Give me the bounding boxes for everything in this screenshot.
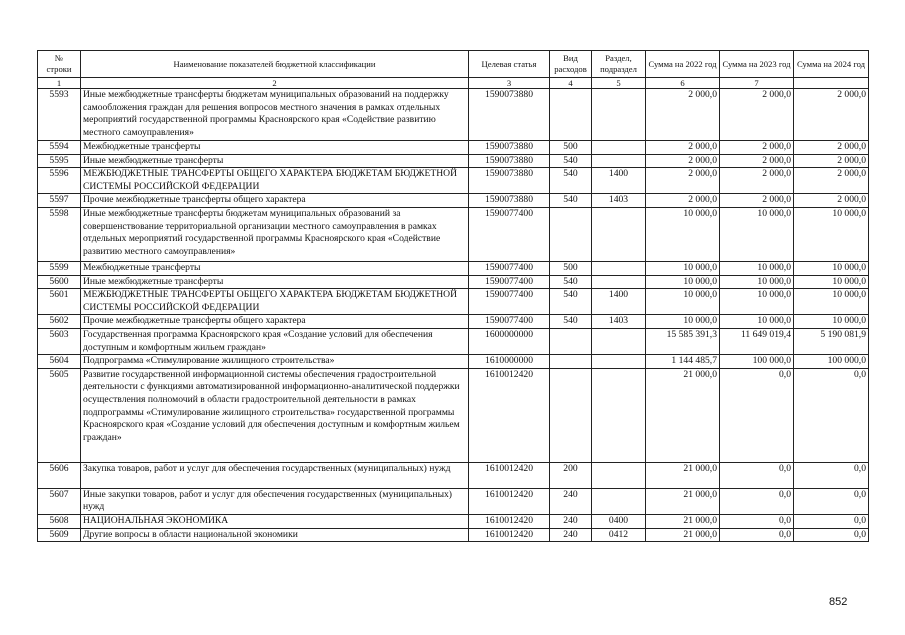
table-row <box>38 89 869 141</box>
section-subsection: 1400 <box>592 289 646 315</box>
row-number: 5594 <box>38 141 81 155</box>
column-number: 5 <box>592 78 646 89</box>
section-subsection <box>592 488 646 514</box>
expense-type: 540 <box>550 154 592 168</box>
section-subsection: 1400 <box>592 168 646 194</box>
table-row <box>38 514 869 528</box>
indicator-name: НАЦИОНАЛЬНАЯ ЭКОНОМИКА <box>81 514 469 528</box>
sum-2024: 10 000,0 <box>794 261 869 275</box>
expense-type: 500 <box>550 141 592 155</box>
indicator-name: МЕЖБЮДЖЕТНЫЕ ТРАНСФЕРТЫ ОБЩЕГО ХАРАКТЕРА БЮДЖЕТАМ БЮДЖЕТНОЙ СИСТЕМЫ РОССИЙСКОЙ ФЕДЕРАЦИИ <box>81 289 469 315</box>
expense-type: 540 <box>550 315 592 329</box>
row-number: 5608 <box>38 514 81 528</box>
row-number: 5609 <box>38 528 81 542</box>
table-row <box>38 194 869 208</box>
column-number: 7 <box>720 78 794 89</box>
indicator-name: Межбюджетные трансферты <box>81 261 469 275</box>
table-row <box>38 168 869 194</box>
expense-type <box>550 207 592 261</box>
column-numbers-row <box>38 78 869 89</box>
expense-type: 240 <box>550 488 592 514</box>
column-number: 3 <box>469 78 550 89</box>
target-article: 1610012420 <box>469 368 550 462</box>
sum-2022: 21 000,0 <box>646 368 720 462</box>
header-name: Наименование показателей бюджетной классификации <box>81 51 469 78</box>
indicator-name: Государственная программа Красноярского края «Создание условий для обеспечения доступным и комфортным жильем граждан» <box>81 328 469 354</box>
sum-2023: 2 000,0 <box>720 89 794 141</box>
page-number: 852 <box>829 596 848 608</box>
section-subsection <box>592 328 646 354</box>
table-row <box>38 207 869 261</box>
expense-type: 500 <box>550 261 592 275</box>
sum-2023: 0,0 <box>720 528 794 542</box>
table-row <box>38 328 869 354</box>
target-article: 1590077400 <box>469 289 550 315</box>
sum-2024: 100 000,0 <box>794 355 869 369</box>
target-article: 1590077400 <box>469 207 550 261</box>
indicator-name: Другие вопросы в области национальной экономики <box>81 528 469 542</box>
sum-2023: 10 000,0 <box>720 275 794 289</box>
header-row-no: № строки <box>38 51 81 78</box>
sum-2023: 2 000,0 <box>720 168 794 194</box>
row-number: 5595 <box>38 154 81 168</box>
table-row <box>38 528 869 542</box>
target-article: 1610000000 <box>469 355 550 369</box>
sum-2024: 5 190 081,9 <box>794 328 869 354</box>
header-target: Целевая статья <box>469 51 550 78</box>
column-number <box>794 78 869 89</box>
row-number: 5607 <box>38 488 81 514</box>
sum-2022: 21 000,0 <box>646 514 720 528</box>
sum-2022: 15 585 391,3 <box>646 328 720 354</box>
expense-type <box>550 368 592 462</box>
header-sum-2024: Сумма на 2024 год <box>794 51 869 78</box>
indicator-name: Иные межбюджетные трансферты бюджетам муниципальных образований на поддержку самообложения граждан для решения вопросов местного значения в рамках отдельных мероприятий государственной программы Красноярского края «Содействие развитию местного самоуправления» <box>81 89 469 141</box>
sum-2023: 10 000,0 <box>720 261 794 275</box>
column-number: 4 <box>550 78 592 89</box>
row-number: 5600 <box>38 275 81 289</box>
target-article: 1590073880 <box>469 168 550 194</box>
row-number: 5602 <box>38 315 81 329</box>
target-article: 1590073880 <box>469 141 550 155</box>
row-number: 5599 <box>38 261 81 275</box>
sum-2023: 0,0 <box>720 368 794 462</box>
expense-type <box>550 89 592 141</box>
expense-type: 540 <box>550 194 592 208</box>
sum-2024: 0,0 <box>794 368 869 462</box>
section-subsection <box>592 207 646 261</box>
target-article: 1610012420 <box>469 514 550 528</box>
table-body <box>38 78 869 542</box>
sum-2022: 10 000,0 <box>646 261 720 275</box>
column-number: 1 <box>38 78 81 89</box>
indicator-name: МЕЖБЮДЖЕТНЫЕ ТРАНСФЕРТЫ ОБЩЕГО ХАРАКТЕРА БЮДЖЕТАМ БЮДЖЕТНОЙ СИСТЕМЫ РОССИЙСКОЙ ФЕДЕРАЦИИ <box>81 168 469 194</box>
target-article: 1600000000 <box>469 328 550 354</box>
section-subsection <box>592 261 646 275</box>
sum-2024: 0,0 <box>794 514 869 528</box>
sum-2024: 2 000,0 <box>794 154 869 168</box>
indicator-name: Прочие межбюджетные трансферты общего характера <box>81 194 469 208</box>
indicator-name: Прочие межбюджетные трансферты общего характера <box>81 315 469 329</box>
sum-2022: 2 000,0 <box>646 89 720 141</box>
sum-2022: 2 000,0 <box>646 168 720 194</box>
table-row <box>38 355 869 369</box>
sum-2022: 21 000,0 <box>646 528 720 542</box>
row-number: 5596 <box>38 168 81 194</box>
sum-2022: 10 000,0 <box>646 207 720 261</box>
header-sum-2023: Сумма на 2023 год <box>720 51 794 78</box>
sum-2023: 11 649 019,4 <box>720 328 794 354</box>
table-row <box>38 154 869 168</box>
section-subsection <box>592 89 646 141</box>
expense-type: 240 <box>550 528 592 542</box>
target-article: 1590077400 <box>469 261 550 275</box>
sum-2022: 21 000,0 <box>646 488 720 514</box>
section-subsection <box>592 275 646 289</box>
section-subsection: 0400 <box>592 514 646 528</box>
sum-2023: 0,0 <box>720 462 794 488</box>
expense-type <box>550 328 592 354</box>
indicator-name: Иные закупки товаров, работ и услуг для обеспечения государственных (муниципальных) нужд <box>81 488 469 514</box>
sum-2024: 10 000,0 <box>794 289 869 315</box>
row-number: 5593 <box>38 89 81 141</box>
section-subsection <box>592 462 646 488</box>
expense-type: 540 <box>550 275 592 289</box>
table-row <box>38 315 869 329</box>
row-number: 5603 <box>38 328 81 354</box>
sum-2024: 2 000,0 <box>794 89 869 141</box>
section-subsection <box>592 141 646 155</box>
sum-2024: 2 000,0 <box>794 141 869 155</box>
column-number: 6 <box>646 78 720 89</box>
sum-2023: 100 000,0 <box>720 355 794 369</box>
row-number: 5606 <box>38 462 81 488</box>
row-number: 5598 <box>38 207 81 261</box>
sum-2022: 10 000,0 <box>646 289 720 315</box>
target-article: 1610012420 <box>469 488 550 514</box>
indicator-name: Закупка товаров, работ и услуг для обеспечения государственных (муниципальных) нужд <box>81 462 469 488</box>
row-number: 5605 <box>38 368 81 462</box>
table-row <box>38 368 869 462</box>
table-row <box>38 141 869 155</box>
target-article: 1590073880 <box>469 154 550 168</box>
sum-2022: 2 000,0 <box>646 194 720 208</box>
sum-2022: 21 000,0 <box>646 462 720 488</box>
table-row <box>38 261 869 275</box>
indicator-name: Подпрограмма «Стимулирование жилищного строительства» <box>81 355 469 369</box>
sum-2024: 10 000,0 <box>794 315 869 329</box>
row-number: 5604 <box>38 355 81 369</box>
sum-2023: 10 000,0 <box>720 289 794 315</box>
sum-2023: 2 000,0 <box>720 154 794 168</box>
sum-2023: 10 000,0 <box>720 207 794 261</box>
indicator-name: Межбюджетные трансферты <box>81 141 469 155</box>
target-article: 1590077400 <box>469 275 550 289</box>
sum-2023: 10 000,0 <box>720 315 794 329</box>
indicator-name: Иные межбюджетные трансферты бюджетам муниципальных образований за совершенствование территориальной организации местного самоуправления в рамках отдельных мероприятий государственной программы Красноярского края «Содействие развитию местного самоуправления» <box>81 207 469 261</box>
section-subsection: 0412 <box>592 528 646 542</box>
sum-2023: 2 000,0 <box>720 141 794 155</box>
expense-type: 200 <box>550 462 592 488</box>
sum-2023: 2 000,0 <box>720 194 794 208</box>
sum-2024: 10 000,0 <box>794 207 869 261</box>
sum-2024: 2 000,0 <box>794 168 869 194</box>
table-row <box>38 488 869 514</box>
section-subsection <box>592 355 646 369</box>
expense-type <box>550 355 592 369</box>
header-expense-type: Вид расходов <box>550 51 592 78</box>
sum-2022: 2 000,0 <box>646 141 720 155</box>
table-row <box>38 289 869 315</box>
table-row <box>38 275 869 289</box>
sum-2022: 1 144 485,7 <box>646 355 720 369</box>
sum-2024: 0,0 <box>794 462 869 488</box>
sum-2022: 2 000,0 <box>646 154 720 168</box>
sum-2024: 2 000,0 <box>794 194 869 208</box>
sum-2022: 10 000,0 <box>646 275 720 289</box>
expense-type: 540 <box>550 289 592 315</box>
sum-2024: 0,0 <box>794 528 869 542</box>
target-article: 1610012420 <box>469 528 550 542</box>
target-article: 1610012420 <box>469 462 550 488</box>
sum-2024: 10 000,0 <box>794 275 869 289</box>
column-number: 2 <box>81 78 469 89</box>
sum-2022: 10 000,0 <box>646 315 720 329</box>
section-subsection <box>592 368 646 462</box>
sum-2024: 0,0 <box>794 488 869 514</box>
section-subsection <box>592 154 646 168</box>
sum-2023: 0,0 <box>720 488 794 514</box>
sum-2023: 0,0 <box>720 514 794 528</box>
indicator-name: Иные межбюджетные трансферты <box>81 275 469 289</box>
section-subsection: 1403 <box>592 315 646 329</box>
header-section: Раздел, подраздел <box>592 51 646 78</box>
target-article: 1590073880 <box>469 194 550 208</box>
header-row <box>38 51 869 78</box>
budget-table <box>37 50 869 542</box>
expense-type: 540 <box>550 168 592 194</box>
section-subsection: 1403 <box>592 194 646 208</box>
expense-type: 240 <box>550 514 592 528</box>
row-number: 5597 <box>38 194 81 208</box>
indicator-name: Развитие государственной информационной системы обеспечения градостроительной деятельности с функциями автоматизированной информационно-аналитической поддержки осуществления полномочий в области градостроительной деятельности в рамках подпрограммы «Стимулирование жилищного строительства» государственной программы Красноярского края «Создание условий для обеспечения доступным и комфортным жильем граждан» <box>81 368 469 462</box>
target-article: 1590073880 <box>469 89 550 141</box>
indicator-name: Иные межбюджетные трансферты <box>81 154 469 168</box>
table-row <box>38 462 869 488</box>
row-number: 5601 <box>38 289 81 315</box>
target-article: 1590077400 <box>469 315 550 329</box>
header-sum-2022: Сумма на 2022 год <box>646 51 720 78</box>
